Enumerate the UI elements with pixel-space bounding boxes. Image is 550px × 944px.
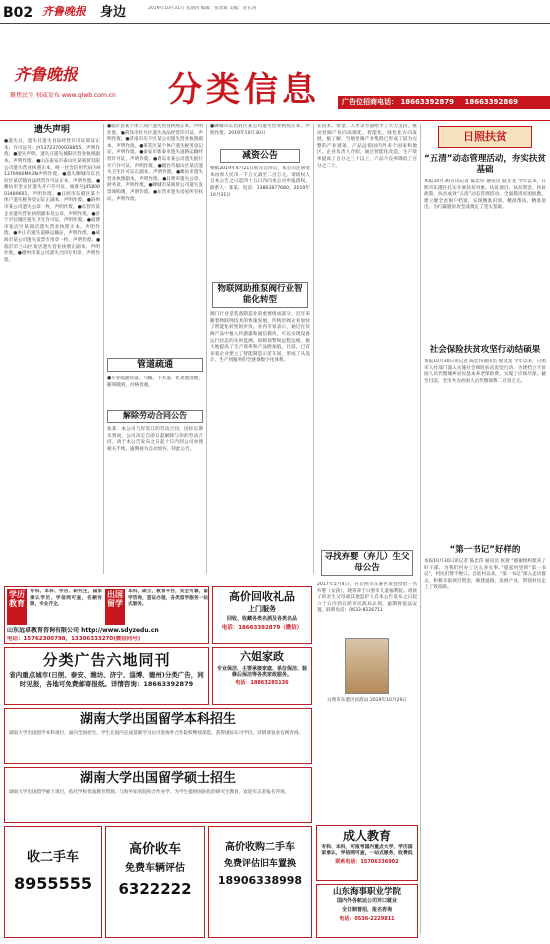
iot-valve-text: 阀门行业是装备制造业的重要组成部分，近年来随着物联网技术的快速发展，传统泵阀企业加快了智能化转型的步伐。业内专家表示，通过在泵阀产品中植入传感器和通信模块，可以实现设备运行状态的实时监测、故障预警和远程运维，极大地提高了生产效率和产品附加值。目前，已有多家企业建立了智能制造示范车间，形成了从设计、生产到服务的全链条数字化体系。	[210, 312, 310, 364]
hotline-phone-1: 18663392879	[400, 98, 455, 106]
hunan-undergrad-ad	[4, 708, 312, 764]
pipe-heading: 管道疏通	[107, 358, 203, 372]
adult-education-ad	[316, 825, 418, 881]
education-label: 学历教育	[7, 589, 27, 625]
recycle-sub: 上门服务	[248, 604, 276, 613]
five-clear-text: 本报10月30日讯记者 陈忠伟 通讯员 殷文龙 今年以来，日照市东港区扎实开展扶贫对象、扶贫项目、扶贫资金、扶贫政策、扶贫成效“五清”动态管理活动，全面摸清贫困底数，建立健全贫困户档案，实现精准识别、精准帮扶、精准退出，为打赢脱贫攻坚战奠定了坚实基础。	[424, 179, 546, 211]
page-header	[0, 0, 550, 24]
hotline-phone-2: 18663392869	[464, 98, 519, 106]
used-car-3-sub: 免费评估旧车置换	[223, 858, 296, 869]
poverty-badge: 日照扶贫	[438, 126, 532, 148]
maritime-tel: 电话：0536-2229811	[339, 915, 395, 922]
education-tel: 电话：15762300798，13306333270(微信同号)	[7, 636, 141, 642]
hunan-master-title: 湖南大学出国留学硕士招生	[79, 771, 236, 786]
capital-reduction-text: 根据2019年4月21日股东会决议，本公司注册资本由原人民币一千万元减至二百万元，请债权人自本公告之日起四十五日内向本公司申报债权。联系人：某某，电话：13863877680。2019年10月31日	[210, 166, 310, 198]
recycle-title: 高价回收礼品	[229, 590, 295, 603]
foundling-caption: 日照市东港区民政局 2019年10月29日	[327, 698, 407, 703]
abroad-text: 本科、硕士、教育平台，安全可靠，留学咨询，签证办理，各类留学服务一站式服务。	[128, 589, 208, 608]
used-car-2-sub: 免费车辆评估	[125, 862, 185, 874]
used-car-ad-3	[208, 826, 312, 938]
capital-reduction-heading: 减资公告	[220, 149, 300, 163]
adult-education-tel: 联系电话：15706336902	[335, 858, 399, 865]
education-org: 山东远卓教育咨询有限公司 http://www.sdyzedu.cn	[7, 627, 159, 634]
used-car-2-title: 高价收车	[128, 842, 181, 857]
column-3	[210, 124, 310, 584]
classified-ad-text: 省内重点城市(日照、泰安、潍坊、济宁、淄博、德州)分类广告，同时见报，各地可免费邮寄报纸。详情咨询：18663392879	[9, 671, 204, 689]
used-car-3-phone: 18906338998	[217, 873, 303, 887]
foundling-heading: 寻找弃婴（弃儿）生父母公告	[321, 550, 413, 576]
newspaper-name: 齐鲁晚报	[42, 5, 86, 18]
contract-heading: 解除劳动合同公告	[107, 410, 203, 423]
recycle-ad	[212, 586, 312, 644]
maritime-college-ad	[316, 884, 418, 938]
banner-title: 分类信息	[168, 70, 320, 110]
col2-notices: ●临沂县某个体工商户遗失营业执照正本，声明作废。●菏泽市牡丹区遗失食品经营许可证，声明作废。●济南市历下区某公司遗失营业执照副本，声明作废。●莱芜区某个体户遗失税务登记证，声明作废。●泰安市新泰市遗失道路运输经营许可证，声明作废。●青岛市某公司遗失银行开户许可证，声明作废。●烟台市福山区某店遗失卫生许可证正副本，声明作废。●潍坊市遗失营业执照副本，声明作废。●日照市遗失公章、财务章，声明作废。●聊城市某商贸公司遗失发票领购簿，声明作废。●东营市遗失房屋所有权证，声明作废。	[107, 124, 203, 202]
maritime-sub: 国内外各航运公司对口就业	[336, 898, 397, 905]
col3-top-text: ●聊城市东昌府区某公司遗失营业执照正本，声明作废。2019年10月30日	[210, 124, 310, 136]
housekeeping-title: 六姐家政	[240, 650, 284, 663]
housekeeping-tel: 电话：18863285136	[235, 679, 289, 686]
first-secretary-heading: “第一书记”好样的	[449, 545, 521, 555]
pipe-text: ●专业疏通管道、马桶、下水道、化粪池清理，随叫随到，价格优惠。	[107, 376, 203, 388]
abroad-label: 出国留学	[105, 589, 125, 625]
five-clear-heading: “五清”动态管理活动，夯实扶贫基础	[424, 154, 546, 175]
baby-photo	[345, 638, 389, 694]
maritime-text: 全日制普招，报名咨询	[341, 907, 392, 914]
valve-continued-text: 在技术、资金、人才等方面给予了大力支持，推动泵阀产业向高端化、智能化、绿色化方向发展。据了解，当地泵阀产业集群已形成了较为完整的产业链条，产品远销国内外多个国家和地区。企业负责人介绍，通过智能化改造，生产效率提高了百分之三十以上，产品不良率降低了百分之二十。	[317, 124, 417, 169]
hunan-undergrad-text: 湖南大学出国留学本科项目，面向全国招生，学生在国内完成基础学习后可赴海外合作院校继续深造，获得国际认可学位。详情请登录官网咨询。	[9, 730, 304, 736]
column-5	[424, 124, 546, 934]
classified-banner	[0, 60, 550, 120]
header-meta: 2019年10月31日 星期四 编辑：张冰斌 美编：赵长涛	[148, 6, 257, 11]
adult-education-text: 专科、本科，可报考国内重点大学，学历国家承认，学信网可查，一站式服务，收费低	[321, 845, 413, 857]
iot-valve-heading: 物联网助推泵阀行业智能化转型	[212, 282, 308, 308]
slogan: 聚焦民生 权威发布 www.qlwb.com.cn	[10, 92, 116, 99]
contract-text: 张某：本公司与你签订的劳动合同，因你长期未到岗，公司决定自即日起解除与你的劳动合同，请于本公告发布之日起十日内到公司办理相关手续，逾期视为自动放弃。特此公告。	[107, 426, 203, 452]
education-text: 专科、本科、学历、研究生，国家承认学历，学信网可查，名额有限，专业齐全。	[30, 589, 102, 608]
used-car-ad-1	[4, 826, 102, 938]
section-name: 身边	[100, 5, 127, 20]
hunan-master-text: 湖南大学出国留学硕士项目，依托学校优质教育资源，与海外知名院校合作办学，为学生提供国际化的研究生教育，欢迎有志者报名咨询。	[9, 789, 290, 795]
page-number: B02	[3, 5, 34, 21]
adult-education-title: 成人教育	[342, 829, 391, 843]
recycle-tel: 电话：18663392879（微信）	[221, 625, 303, 632]
logo: 齐鲁晚报	[14, 65, 79, 84]
recycle-text: 回收、收藏各类名酒及各类名品	[226, 616, 297, 623]
classified-ad	[4, 647, 209, 705]
hunan-undergrad-title: 湖南大学出国留学本科招生	[79, 712, 236, 727]
used-car-1-phone: 8955555	[14, 873, 92, 893]
hotline-bar	[338, 96, 550, 109]
social-insurance-heading: 社会保险扶贫攻坚行动结硕果	[429, 345, 541, 355]
lost-notice-text: ●遗失日，遗失日遗失食品经营许可证原证正本，许可证号：JY13723700028855，声明作废。●遗失声明，遗失日遗失城阳区营业执照副本，声明作废。●山东泰安市泰山区某商贸有限公司遗失营业执照正本，统一社会信用代码为91370900MA3N声明作废。●遗失聊城市东昌府区某店铺食品经营许可证正本，声明作废。●潍坊市奎文区遗失开户许可证，核准号J4580003489601，声明作废。●日照市东港区某个体户遗失税务登记证正副本，声明作废。●滨州市某公司遗失公章一枚，声明作废。●东营市某企业遗失营业执照副本及公章，声明作废。●济宁市任城区遗失卫生许可证，声明作废。●淄博市张店区某商店遗失营业执照正本，声明作废。●枣庄市遗失道路运输证，声明作废。●威海市某公司遗失发票专用章一枚，声明作废。●临沂市兰山区某店遗失营业执照正副本，声明作废。●德州市某公司遗失合同专用章，声明作废。	[4, 139, 100, 263]
used-car-1-title: 收二手车	[26, 850, 79, 865]
housekeeping-ad	[212, 647, 312, 705]
foundling-text: 2017年5月4日，在日照市东港区某处捡拾一名弃婴（女孩），现寄养于日照市儿童福利院。请孩子的亲生父母或其他监护人自本公告发布之日起六十日内到日照市民政局认领，逾期将依法安置。联系电话：0633-8226711	[317, 582, 417, 614]
hotline-label: 广告位招商电话：	[342, 98, 398, 106]
education-ad	[4, 586, 209, 644]
used-car-ad-2	[105, 826, 205, 938]
column-1	[4, 124, 100, 584]
classified-ad-title: 分类广告六地同刊	[42, 651, 171, 669]
column-2	[107, 124, 203, 584]
social-insurance-text: 本报10月30日讯记者 陈忠伟通讯员 殷文龙 今年以来，日照市人社部门深入实施社会保险扶贫攻坚行动，为建档立卡贫困人员代缴城乡居民基本养老保险费，实现了应保尽保。截至目前，全市共为贫困人员代缴保费二百余万元。	[424, 359, 546, 384]
used-car-3-title: 高价收购二手车	[225, 842, 295, 853]
used-car-2-phone: 6322222	[118, 880, 192, 899]
maritime-title: 山东海事职业学院	[332, 887, 401, 897]
lost-notice-heading: 遗失声明	[33, 125, 70, 135]
column-4	[317, 124, 417, 744]
first-secretary-text: 本报10月30日讯记者 陈忠伟 通讯员 张倩 “感谢组织派来了好干部，为我们村办了这么多实事。”提起村里的“第一书记”，村民们赞不绝口。自驻村以来，“第一书记”深入走访群众，积极争取项目资金，修建道路、发展产业，带领村民走上了致富路。	[424, 559, 546, 591]
housekeeping-text: 专业保洁、主要承接家庭、单位保洁、装修后保洁等各类家政服务。	[216, 665, 307, 679]
hunan-master-ad	[4, 767, 312, 823]
